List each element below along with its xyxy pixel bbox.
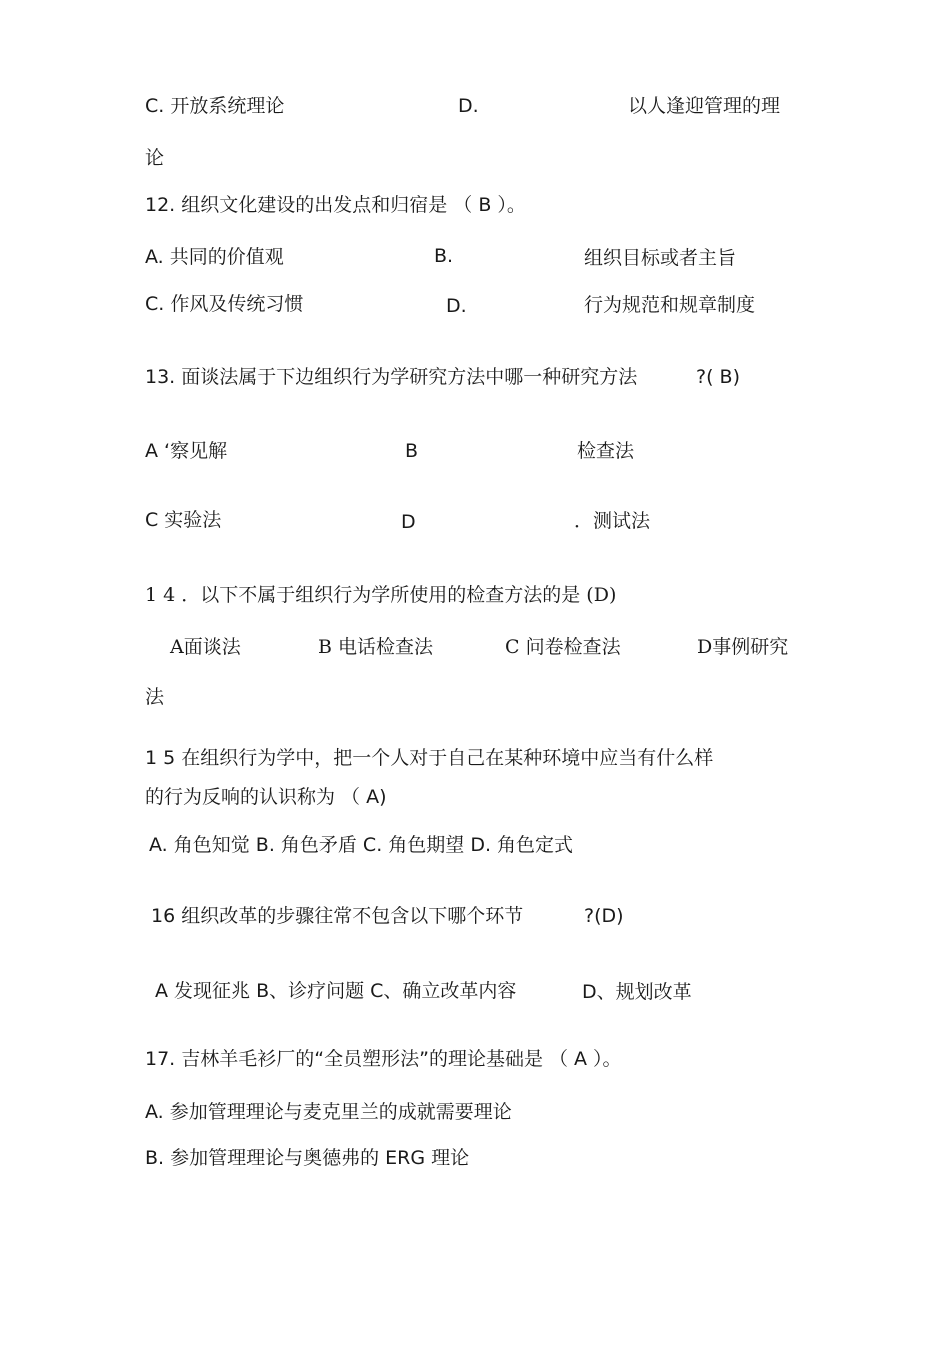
q13-option-c: C 实验法 (145, 509, 222, 531)
q14-option-a: A面谈法 (170, 636, 241, 658)
q13-option-a: A ‘察见解 (145, 440, 228, 462)
q15-stem-line1: 1 5 在组织行为学中，把一个人对于自己在某种环境中应当有什么样 (145, 747, 714, 769)
q11-option-c: C. 开放系统理论 (145, 95, 285, 117)
q12-option-b-text: 组织目标或者主旨 (584, 247, 737, 269)
q16-answer: ?(D) (584, 905, 624, 927)
q16-stem: 16 组织改革的步骤往常不包含以下哪个环节 (151, 905, 524, 927)
q13-answer: ?( B) (696, 366, 740, 388)
q13-option-b-text: 检查法 (577, 440, 635, 462)
q13-option-d-label: D (401, 511, 416, 533)
q14-option-c: C 问卷检查法 (505, 636, 621, 658)
q12-option-b-label: B. (434, 245, 454, 267)
q17-option-a: A. 参加管理理论与麦克里兰的成就需要理论 (145, 1101, 512, 1123)
q13-option-d-text: ．测试法 (574, 510, 651, 532)
q17-stem: 17. 吉林羊毛衫厂的“全员塑形法”的理论基础是 （ A ）。 (145, 1048, 622, 1070)
q16-options-abc: A 发现征兆 B、诊疗问题 C、确立改革内容 (155, 980, 517, 1002)
q15-options: A. 角色知觉 B. 角色矛盾 C. 角色期望 D. 角色定式 (149, 834, 574, 856)
q11-option-d-text: 以人逢迎管理的理 (628, 95, 781, 117)
q17-option-b: B. 参加管理理论与奥德弗的 ERG 理论 (145, 1147, 470, 1169)
q15-stem-line2: 的行为反响的认识称为 （ A) (145, 786, 387, 808)
q12-option-d-text: 行为规范和规章制度 (584, 294, 756, 316)
q12-option-d-label: D. (446, 295, 467, 317)
q12-option-a: A. 共同的价值观 (145, 246, 284, 268)
q14-option-d-wrap: 法 (145, 686, 165, 708)
q14-stem: 1 4 ．以下不属于组织行为学所使用的检查方法的是 (D) (145, 584, 617, 606)
q13-option-b-label: B (405, 440, 419, 462)
q16-option-d: D、规划改革 (582, 981, 692, 1003)
q14-option-b: B 电话检查法 (318, 636, 434, 658)
q11-option-d-wrap: 论 (145, 147, 165, 169)
q12-stem: 12. 组织文化建设的出发点和归宿是 （ B ）。 (145, 194, 526, 216)
q14-option-d: D事例研究 (697, 636, 789, 658)
q13-stem: 13. 面谈法属于下边组织行为学研究方法中哪一种研究方法 (145, 366, 638, 388)
q11-option-d-label: D. (458, 95, 479, 117)
q12-option-c: C. 作风及传统习惯 (145, 293, 304, 315)
